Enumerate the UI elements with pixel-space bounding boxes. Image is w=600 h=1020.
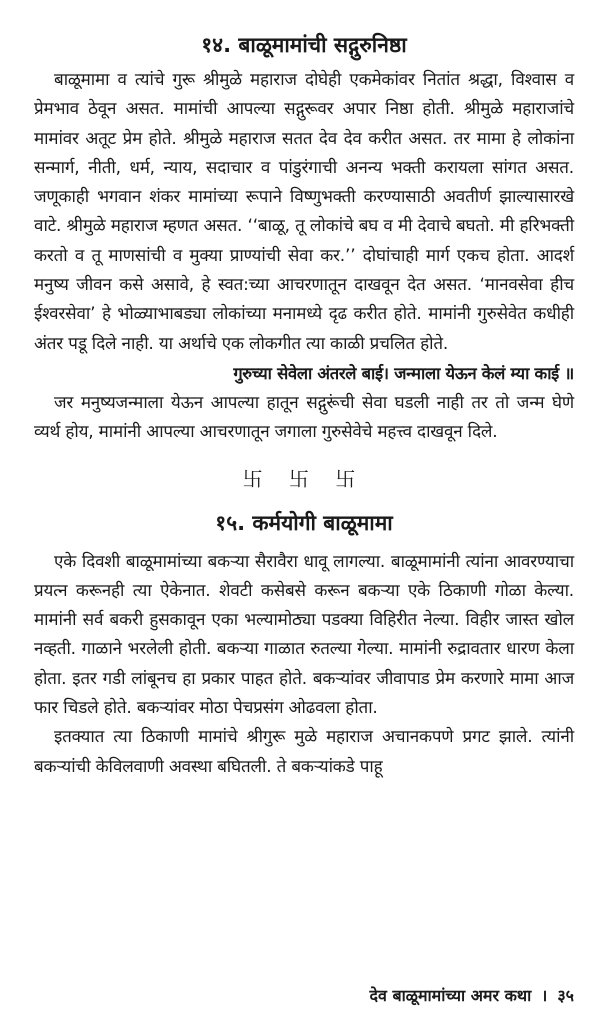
chapter-14-paragraph-2: जर मनुष्यजन्माला येऊन आपल्या हातून सद्गुरूंची सेवा घडली नाही तर तो जन्म घेणे व्यर्थ होय, मामांनी आपल्या आचरणातून जगाला गुरुसेवेचे महत्त्व दाखवून दिले.	[34, 392, 574, 443]
section-separator: 卐 卐 卐	[242, 466, 366, 491]
chapter-15-paragraph-2: इतक्यात त्या ठिकाणी मामांचे श्रीगुरू मुळे महाराज अचानकपणे प्रगट झाले. त्यांनी बकऱ्यांची केविलवाणी अवस्था बघितली. ते बकऱ्यांकडे पाहू	[34, 727, 574, 777]
chapter-14-paragraph-1: बाळूमामा व त्यांचे गुरू श्रीमुळे महाराज दोघेही एकमेकांवर नितांत श्रद्धा, विश्वास व प्रेमभाव ठेवून असत. मामांची आपल्या सद्गुरूवर अपार निष्ठा होती. श्रीमुळे महाराजांचे मामांवर अतूट प्रेम होते. श्रीमुळे महाराज सतत देव देव करीत असत. तर मामा हे लोकांना सन्मार्ग, नीती, धर्म, न्याय, सदाचार व पांडुरंगाची अनन्य भक्ती करायला सांगत असत. जणूकाही भगवान शंकर मामांच्या रूपाने विष्णुभक्ती करण्यासाठी अवतीर्ण झाल्यासारखे वाटे. श्रीमुळे महाराज म्हणत असत. ‘‘बाळू, तू लोकांचे बघ व मी देवाचे बघतो. मी हरिभक्ती करतो व तू माणसांची व मुक्या प्राण्यांची सेवा कर.’’ दोघांचाही मार्ग एकच होता. आदर्श मनुष्य जीवन कसे असावे, हे स्वत:च्या आचरणातून दाखवून देत असत. ‘मानवसेवा हीच ईश्वरसेवा’ हे भोळ्याभाबड्या लोकांच्या मनामध्ये दृढ करीत होते. मामांनी गुरुसेवेत कधीही अंतर पडू दिले नाही. या अर्थाचे एक लोकगीत त्या काळी प्रचलित होते.	[34, 70, 574, 354]
footer-separator: ।	[541, 986, 548, 1005]
chapter-14-title: १४. बाळूमामांची सद्गुरुनिष्ठा	[201, 33, 407, 57]
footer-book-title: देव बाळूमामांच्या अमर कथा	[369, 986, 532, 1005]
chapter-15-paragraph-1: एके दिवशी बाळूमामांच्या बकऱ्या सैरावैरा धावू लागल्या. बाळूमामांनी त्यांना आवरण्याचा प्रयत्न करूनही त्या ऐकेनात. शेवटी कसेबसे करून बकऱ्या एके ठिकाणी गोळा केल्या. मामांनी सर्व बकरी हुसकावून एका भल्यामोठ्या पडक्या विहिरीत नेल्या. विहीर जास्त खोल नव्हती. गाळाने भरलेली होती. बकऱ्या गाळात रुतल्या गेल्या. मामांनी रुद्रावतार धारण केला होता. इतर गडी लांबूनच हा प्रकार पाहत होते. बकऱ्यांवर जीवापाड प्रेम करणारे मामा आज फार चिडले होते. बकऱ्यांवर मोठा पेचप्रसंग ओढवला होता.	[34, 551, 574, 719]
page-number: ३५	[557, 986, 574, 1005]
folk-song-verse: गुरुच्या सेवेला अंतरले बाई। जन्माला येऊन केलं म्या काई ॥	[233, 363, 574, 383]
chapter-15-title: १५. कर्मयोगी बाळूमामा	[215, 510, 393, 535]
page-footer	[34, 982, 574, 1010]
